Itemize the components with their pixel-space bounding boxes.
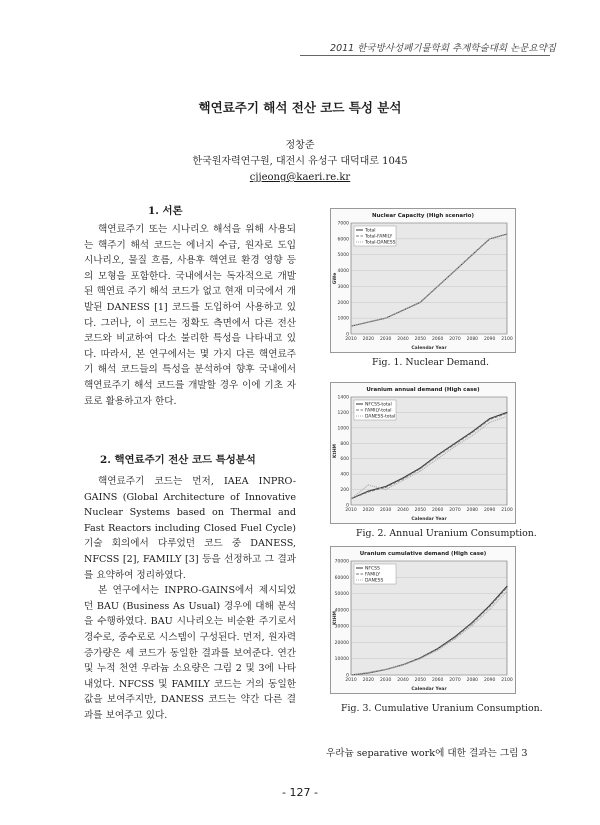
data-point (472, 623, 473, 624)
legend-label: FAMILY-total (365, 408, 392, 414)
data-point (455, 444, 456, 445)
data-point (472, 435, 473, 436)
x-tick-label: 2090 (483, 337, 496, 342)
x-axis-label: Calendar Year (411, 517, 447, 522)
data-point (472, 625, 473, 626)
x-tick-label: 2030 (379, 678, 392, 683)
data-point (507, 416, 508, 417)
author-affiliation: 한국원자력연구원, 대전시 유성구 대덕대로 1045 (192, 156, 408, 167)
data-point (403, 665, 404, 666)
chart-title: Nuclear Capacity (High scenario) (372, 213, 474, 219)
data-point (507, 413, 508, 414)
data-point (385, 317, 386, 318)
data-point (368, 321, 369, 322)
x-tick-label: 2060 (431, 337, 444, 342)
continuation-text: 우라늄 separative work에 대한 결과는 그림 3 (326, 748, 528, 759)
y-axis-label: KtHM (333, 611, 338, 625)
data-point (489, 419, 490, 420)
x-tick-label: 2080 (466, 678, 479, 683)
x-tick-label: 2060 (431, 508, 444, 513)
data-point (385, 669, 386, 670)
data-point (437, 650, 438, 651)
y-tick-label: 50000 (334, 592, 349, 598)
y-tick-label: 600 (340, 457, 349, 463)
x-tick-label: 2020 (362, 678, 375, 683)
y-tick-label: 10000 (334, 657, 349, 663)
data-point (472, 254, 473, 255)
data-point (472, 432, 473, 433)
data-point (351, 498, 352, 499)
y-axis-label: KtHM (333, 444, 338, 458)
y-tick-label: 6000 (337, 237, 349, 243)
data-point (368, 672, 369, 673)
legend-label: FAMILY (365, 572, 381, 578)
x-tick-label: 2070 (449, 337, 461, 342)
author-block (0, 138, 600, 186)
data-point (437, 286, 438, 287)
x-tick-label: 2080 (466, 337, 479, 342)
x-tick-label: 2010 (345, 508, 357, 513)
author-email[interactable]: cjjeong@kaeri.re.kr (249, 172, 351, 183)
y-tick-label: 30000 (334, 624, 349, 630)
annual-uranium-chart (331, 383, 515, 523)
data-point (403, 480, 404, 481)
journal-header: 2011 한국방사성폐기물학회 추계학술대회 논문요약집 (330, 43, 556, 54)
y-tick-label: 200 (340, 488, 349, 494)
nuclear-capacity-chart (331, 209, 515, 352)
y-tick-label: 800 (340, 441, 349, 447)
y-tick-label: 1000 (337, 316, 349, 322)
section-heading-analysis: 2. 핵연료주기 전산 코드 특성분석 (100, 454, 256, 466)
data-point (351, 675, 352, 676)
data-point (489, 238, 490, 239)
data-point (420, 471, 421, 472)
paragraph: 본 연구에서는 INPRO-GAINS에서 제시되었던 BAU (Business As Usual) 경우에 대해 분석을 수행하였다. BAU 시나리오는 비순환 주기로서 경수로, 중수로로 시스템이 구성된다. 먼저, 원자력 증가량은 세 코드가 동일한 결과를 보여준다. 연간 및 누적 천연 우라늄 소요량은 그림 2 및 3에 나타내었다. NFCSS 및 FAMILY 코드는 거의 동일한 값을 보여주지만, DANESS 코드는 약간 다른 결과를 보여주고 있다. (84, 585, 296, 721)
y-tick-label: 7000 (337, 221, 349, 227)
figure-3-caption: Fig. 3. Cumulative Uranium Consumption. (341, 703, 543, 714)
data-point (489, 609, 490, 610)
chart-title: Uranium cumulative demand (High case) (359, 551, 487, 557)
x-tick-label: 2010 (345, 337, 357, 342)
author-name: 정창준 (285, 140, 315, 151)
figure-2-caption: Fig. 2. Annual Uranium Consumption. (356, 528, 537, 539)
data-point (385, 489, 386, 490)
data-point (489, 606, 490, 607)
legend-label: Total-FAMILY (365, 234, 393, 240)
y-tick-label: 40000 (334, 608, 349, 614)
x-tick-label: 2020 (362, 337, 375, 342)
header-rule (300, 55, 550, 56)
y-tick-label: 4000 (337, 269, 349, 275)
y-axis-label: GWe (333, 272, 338, 285)
data-point (385, 487, 386, 488)
x-tick-label: 2020 (362, 508, 375, 513)
data-point (507, 587, 508, 588)
data-point (489, 422, 490, 423)
data-point (455, 637, 456, 638)
section-intro-body (84, 222, 296, 409)
figure-2-annual-uranium (330, 382, 516, 524)
x-tick-label: 2050 (414, 337, 427, 342)
paragraph: 핵연료주기 코드는 먼저, IAEA INPRO-GAINS (Global Architecture of Innovative Nuclear Systems based on Thermal and Fast Reactors including Closed Fuel Cycle) 기술 회의에서 다루었던 코드 중 DANESS, NFCSS [2], FAMILY [3] 등을 선정하고 그 결과를 요약하여 정리하였다. (84, 476, 296, 581)
figure-1-nuclear-demand (330, 208, 516, 353)
cumulative-uranium-chart (331, 547, 515, 693)
paragraph: 핵연료주기 또는 시나리오 해석을 위해 사용되는 핵주기 해석 코드는 에너지 수급, 원자로 도입 시나리오, 물질 흐름, 사용후 핵연료 환경 영향 등의 모형을 포함한다. 국내에서는 독자적으로 개발된 핵연료 주기 해석 코드가 없고 현재 미국에서 개발된 DANESS [1] 코드를 도입하여 사용하고 있다. 그러나, 이 코드는 정확도 측면에서 다른 전산 코드와 비교하여 다소 불리한 특성을 나타내고 있다. 따라서, 본 연구에서는 몇 가지 다른 핵연료주기 해석 코드들의 특성을 분석하여 향후 국내에서 핵연료주기 해석 코드를 개발할 경우 이에 기초 자료로 활용하고자 한다. (84, 224, 296, 407)
data-point (507, 586, 508, 587)
data-point (455, 638, 456, 639)
x-tick-label: 2010 (345, 678, 357, 683)
data-point (403, 310, 404, 311)
x-tick-label: 2070 (449, 508, 461, 513)
data-point (437, 458, 438, 459)
y-tick-label: 20000 (334, 640, 349, 646)
legend-label: NFCSS (365, 566, 380, 572)
data-point (420, 302, 421, 303)
section-heading-intro: 1. 서론 (148, 205, 183, 217)
x-tick-label: 2050 (414, 678, 427, 683)
y-tick-label: 400 (340, 472, 349, 478)
x-tick-label: 2030 (379, 508, 392, 513)
y-tick-label: 70000 (334, 559, 349, 565)
x-tick-label: 2050 (414, 508, 427, 513)
data-point (455, 446, 456, 447)
y-tick-label: 1400 (337, 395, 349, 401)
x-tick-label: 2100 (501, 678, 513, 683)
x-tick-label: 2060 (431, 678, 444, 683)
x-tick-label: 2100 (501, 508, 513, 513)
section-analysis-body (84, 474, 296, 724)
data-point (368, 484, 369, 485)
y-tick-label: 0 (346, 673, 349, 679)
page-number: - 127 - (282, 786, 318, 799)
y-tick-label: 5000 (337, 253, 349, 259)
legend-label: DANESS (365, 578, 384, 584)
chart-title: Uranium annual demand (High case) (366, 387, 480, 393)
data-point (437, 455, 438, 456)
y-tick-label: 1200 (337, 410, 349, 416)
y-tick-label: 3000 (337, 284, 349, 290)
data-point (403, 478, 404, 479)
y-tick-label: 60000 (334, 575, 349, 581)
legend-label: Total (365, 228, 376, 234)
y-tick-label: 2000 (337, 300, 349, 306)
y-tick-label: 0 (346, 332, 349, 338)
data-point (420, 468, 421, 469)
data-point (368, 491, 369, 492)
data-point (507, 591, 508, 592)
legend-label: Total-DANESS (365, 240, 396, 246)
x-tick-label: 2090 (483, 508, 496, 513)
figure-3-cumulative-uranium (330, 546, 516, 694)
y-tick-label: 1000 (337, 426, 349, 432)
data-point (420, 658, 421, 659)
paper-title: 핵연료주기 해석 전산 코드 특성 분석 (198, 100, 402, 115)
x-tick-label: 2100 (501, 337, 513, 342)
x-tick-label: 2090 (483, 678, 496, 683)
y-tick-label: 0 (346, 503, 349, 509)
legend-label: DANESS-total (365, 414, 396, 420)
data-point (507, 234, 508, 235)
x-tick-label: 2040 (397, 337, 409, 342)
x-tick-label: 2040 (397, 678, 409, 683)
data-point (351, 326, 352, 327)
figure-1-caption: Fig. 1. Nuclear Demand. (372, 357, 490, 368)
data-point (437, 649, 438, 650)
data-point (455, 270, 456, 271)
x-tick-label: 2070 (449, 678, 461, 683)
legend-label: NFCSS-total (365, 402, 392, 408)
x-axis-label: Calendar Year (411, 346, 447, 351)
x-tick-label: 2080 (466, 508, 479, 513)
x-tick-label: 2040 (397, 508, 409, 513)
x-axis-label: Calendar Year (411, 687, 447, 692)
x-tick-label: 2030 (379, 337, 392, 342)
